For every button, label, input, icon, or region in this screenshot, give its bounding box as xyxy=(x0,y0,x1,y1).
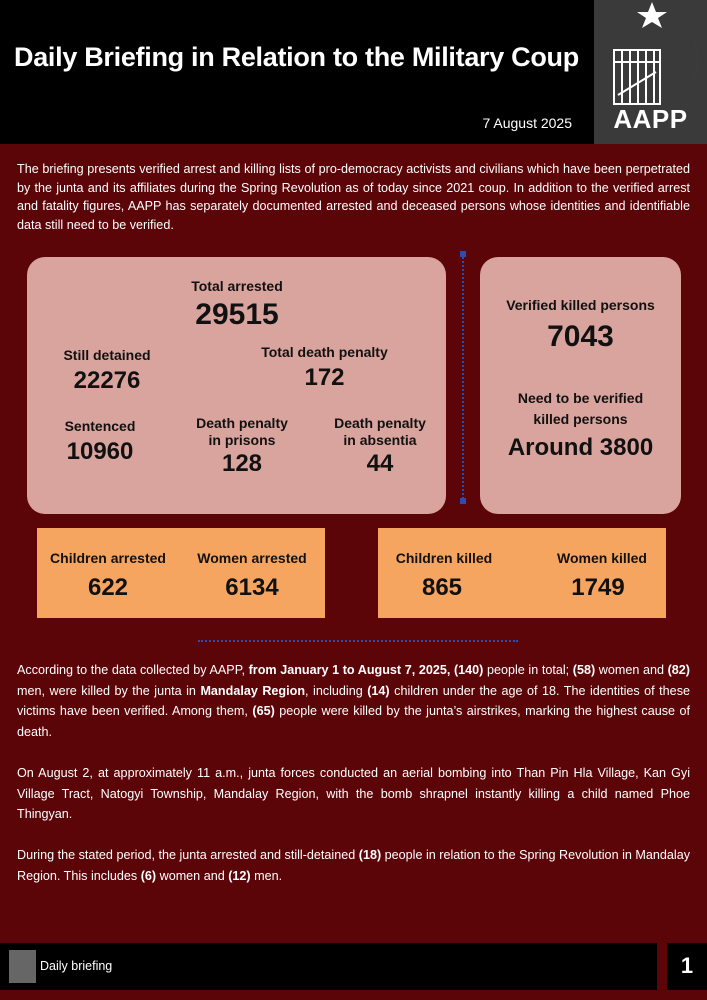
p3-text-1: During the stated period, the junta arrested and still-detained xyxy=(17,848,359,862)
p1-text-5: , including xyxy=(305,683,368,698)
death-penalty-absentia-label-2: in absentia xyxy=(343,432,417,448)
sentenced-value: 10960 xyxy=(66,438,134,465)
children-killed-value: 865 xyxy=(421,574,463,601)
death-penalty-absentia-label-1: Death penalty xyxy=(334,415,426,431)
killed-stats-panel xyxy=(480,257,681,514)
aerial-bombing-paragraph: On August 2, at approximately 11 a.m., junta forces conducted an aerial bombing into Than Pin Hla Village, Kan Gyi Village Tract, Natogyi Township, Mandalay Region, with the bomb shrapnel instantly killing a child named Phoe Thingyan. xyxy=(17,766,690,821)
p1-bold-3: (82) xyxy=(667,663,691,677)
women-killed-label: Women killed xyxy=(557,550,647,566)
p1-bold-6: (65) xyxy=(252,704,275,718)
still-detained-label: Still detained xyxy=(63,347,151,363)
women-arrested-label: Women arrested xyxy=(197,550,307,566)
total-arrested-value: 29515 xyxy=(195,298,279,331)
p1-bold-5: (14) xyxy=(367,683,390,698)
p1-text-1: According to the data collected by AAPP, xyxy=(17,663,249,677)
death-penalty-prisons-label-1: Death penalty xyxy=(196,415,288,431)
women-killed-value: 1749 xyxy=(571,574,625,601)
total-death-penalty-value: 172 xyxy=(304,364,345,391)
children-killed-label: Children killed xyxy=(395,550,493,566)
arrested-demographics-box xyxy=(37,528,325,618)
verified-killed-value: 7043 xyxy=(547,320,614,353)
death-penalty-absentia-stat xyxy=(315,415,445,478)
total-arrested-stat xyxy=(167,278,307,332)
killed-demographics-box xyxy=(378,528,666,618)
p1-text-2: people in total; xyxy=(483,663,573,677)
divider-dot-bottom xyxy=(460,498,466,504)
footer-label: Daily briefing xyxy=(40,959,113,973)
unverified-killed-label-1: Need to be verified xyxy=(517,390,644,406)
p3-text-3: women and xyxy=(156,868,229,883)
divider-dot-top xyxy=(460,251,466,257)
children-arrested-value: 622 xyxy=(87,574,129,601)
p3-bold-1: (18) xyxy=(358,848,382,862)
verified-killed-label: Verified killed persons xyxy=(506,297,655,313)
briefing-date: 7 August 2025 xyxy=(482,115,572,131)
unverified-killed-label-2: killed persons xyxy=(533,411,628,427)
p1-text-3: women and xyxy=(595,663,668,677)
death-penalty-absentia-value: 44 xyxy=(366,450,394,477)
total-arrested-label: Total arrested xyxy=(191,278,283,294)
page-number-box xyxy=(667,943,707,990)
unverified-killed-stat xyxy=(480,390,681,462)
vertical-divider xyxy=(462,254,464,502)
p3-bold-2: (6) xyxy=(140,868,157,883)
death-penalty-prisons-stat xyxy=(177,415,307,478)
page-title: Daily Briefing in Relation to the Military Coup xyxy=(14,42,579,72)
sentenced-stat xyxy=(45,418,155,466)
death-penalty-prisons-value: 128 xyxy=(221,450,263,477)
verified-killed-stat xyxy=(480,297,681,354)
p1-bold-1: from January 1 to August 7, 2025, (140) xyxy=(248,663,484,677)
total-death-penalty-label: Total death penalty xyxy=(261,344,388,360)
total-death-penalty-stat xyxy=(247,344,402,392)
page-number: 1 xyxy=(680,953,694,978)
p1-text-6: children under the age of 18. The identities of these victims have been verified. Among them, xyxy=(17,683,690,718)
p1-text-7: people were killed by the junta’s airstrikes, marking the highest cause of death. xyxy=(17,704,690,739)
logo-wordmark: AAPP xyxy=(613,104,688,134)
p3-text-2: people in relation to the Spring Revolution in Mandalay Region. This includes xyxy=(17,848,690,883)
women-arrested-value: 6134 xyxy=(225,574,279,601)
footer-bar xyxy=(0,943,657,990)
arrest-stats-panel xyxy=(27,257,446,514)
header-bar xyxy=(0,0,594,144)
mandalay-killings-paragraph xyxy=(17,660,690,742)
death-penalty-prisons-label-2: in prisons xyxy=(208,432,276,448)
horizontal-divider xyxy=(198,640,518,642)
children-arrested-label: Children arrested xyxy=(50,550,166,566)
still-detained-stat xyxy=(47,347,167,395)
unverified-killed-value: Around 3800 xyxy=(507,434,654,461)
intro-paragraph: The briefing presents verified arrest and killing lists of pro-democracy activists and civilians which have been perpetrated by the junta and its affiliates during the Spring Revolution as of today since 2021 coup. In addition to the verified arrest and fatality figures, AAPP has separately documented arrested and deceased persons whose identities and identifiable data still need to be verified. xyxy=(17,162,690,232)
p1-bold-4: Mandalay Region xyxy=(200,683,306,698)
p3-text-4: men. xyxy=(250,868,283,883)
p3-bold-3: (12) xyxy=(228,868,251,883)
mandalay-arrests-paragraph xyxy=(17,845,690,886)
still-detained-value: 22276 xyxy=(73,367,141,394)
p1-text-4: men, were killed by the junta in xyxy=(17,683,201,698)
p1-bold-2: (58) xyxy=(572,663,596,677)
aapp-logo xyxy=(594,0,707,144)
sentenced-label: Sentenced xyxy=(64,418,136,434)
footer-logo-icon xyxy=(9,950,36,983)
